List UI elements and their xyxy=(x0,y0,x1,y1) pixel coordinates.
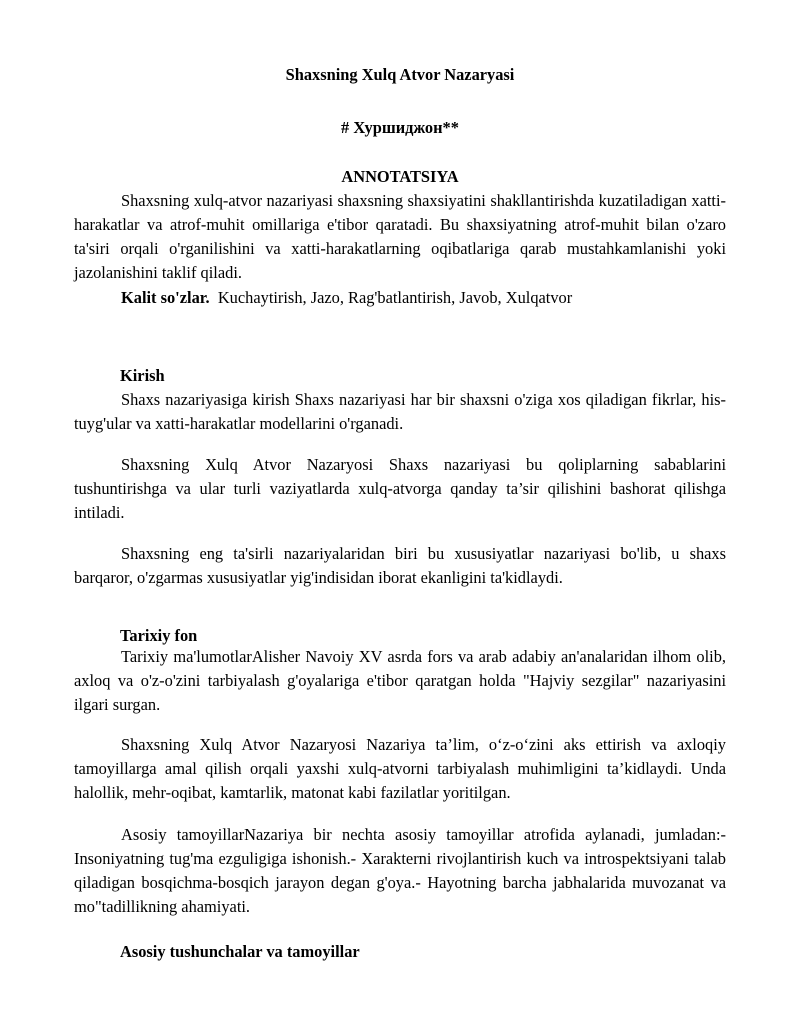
keywords-text: Kuchaytirish, Jazo, Rag'batlantirish, Javob, Xulqatvor xyxy=(217,288,573,307)
intro-heading: Kirish xyxy=(120,366,165,385)
keywords-label: Kalit so'zlar. xyxy=(121,288,210,307)
document-page xyxy=(74,0,726,1035)
intro-paragraph-3: Shaxsning eng ta'sirli nazariyalaridan biri bu xususiyatlar nazariyasi bo'lib, u shaxs barqaror, o'zgarmas xususiyatlar yig'indisidan iborat ekanligini ta'kidlaydi. xyxy=(74,544,726,587)
document-title: Shaxsning Xulq Atvor Nazaryasi xyxy=(285,65,515,84)
author-line: # Хуршиджон** xyxy=(341,118,459,137)
intro-paragraph-2: Shaxsning Xulq Atvor Nazaryosi Shaxs nazariyasi bu qoliplarning sabablarini tushuntirishga va ular turli vaziyatlarda xulq-atvorga qanday ta’sir qilishini bashorat qilishga intiladi. xyxy=(74,455,726,522)
concepts-heading: Asosiy tushunchalar va tamoyillar xyxy=(120,942,360,961)
annotation-paragraph: Shaxsning xulq-atvor nazariyasi shaxsning shaxsiyatini shakllantirishda kuzatiladigan xatti-harakatlar va atrof-muhit omillariga e'tibor qaratadi. Bu shaxsiyatning atrof-muhit bilan o'zaro ta'siri orqali o'rganilishini va xatti-harakatlarning oqibatlariga qarab mustahkamlanishi yoki jazolanishini taklif qiladi. xyxy=(74,191,726,282)
intro-paragraph-1: Shaxs nazariyasiga kirish Shaxs nazariyasi har bir shaxsni o'ziga xos qiladigan fikrlar, his-tuyg'ular va xatti-harakatlar modellarini o'rganadi. xyxy=(74,390,726,433)
history-heading: Tarixiy fon xyxy=(120,626,198,645)
annotation-heading: ANNOTATSIYA xyxy=(341,167,459,186)
history-paragraph-2: Shaxsning Xulq Atvor Nazaryosi Nazariya ta’lim, o‘z-o‘zini aks ettirish va axloqiy tamoyillarga amal qilish orqali yaxshi xulq-atvorni tarbiyalash muhimligini ta’kidlaydi. Unda halollik, mehr-oqibat, kamtarlik, matonat kabi fazilatlar yoritilgan. xyxy=(74,735,726,802)
history-paragraph-3: Asosiy tamoyillarNazariya bir nechta asosiy tamoyillar atrofida aylanadi, jumladan:- Insoniyatning tug'ma ezguligiga ishonish.- Xarakterni rivojlantirish kuch va introspektsiyani talab qiladigan bosqichma-bosqich jarayon degan g'oya.- Hayotning barcha jabhalarida muvozanat va mo"tadillikning ahamiyati. xyxy=(74,825,726,916)
history-paragraph-1: Tarixiy ma'lumotlarAlisher Navoiy XV asrda fors va arab adabiy an'analaridan ilhom olib, axloq va o'z-o'zini tarbiyalash g'oyalariga e'tibor qaratgan holda "Hajviy sezgilar" nazariyasini ilgari surgan. xyxy=(74,647,726,714)
keywords-line xyxy=(121,286,726,310)
